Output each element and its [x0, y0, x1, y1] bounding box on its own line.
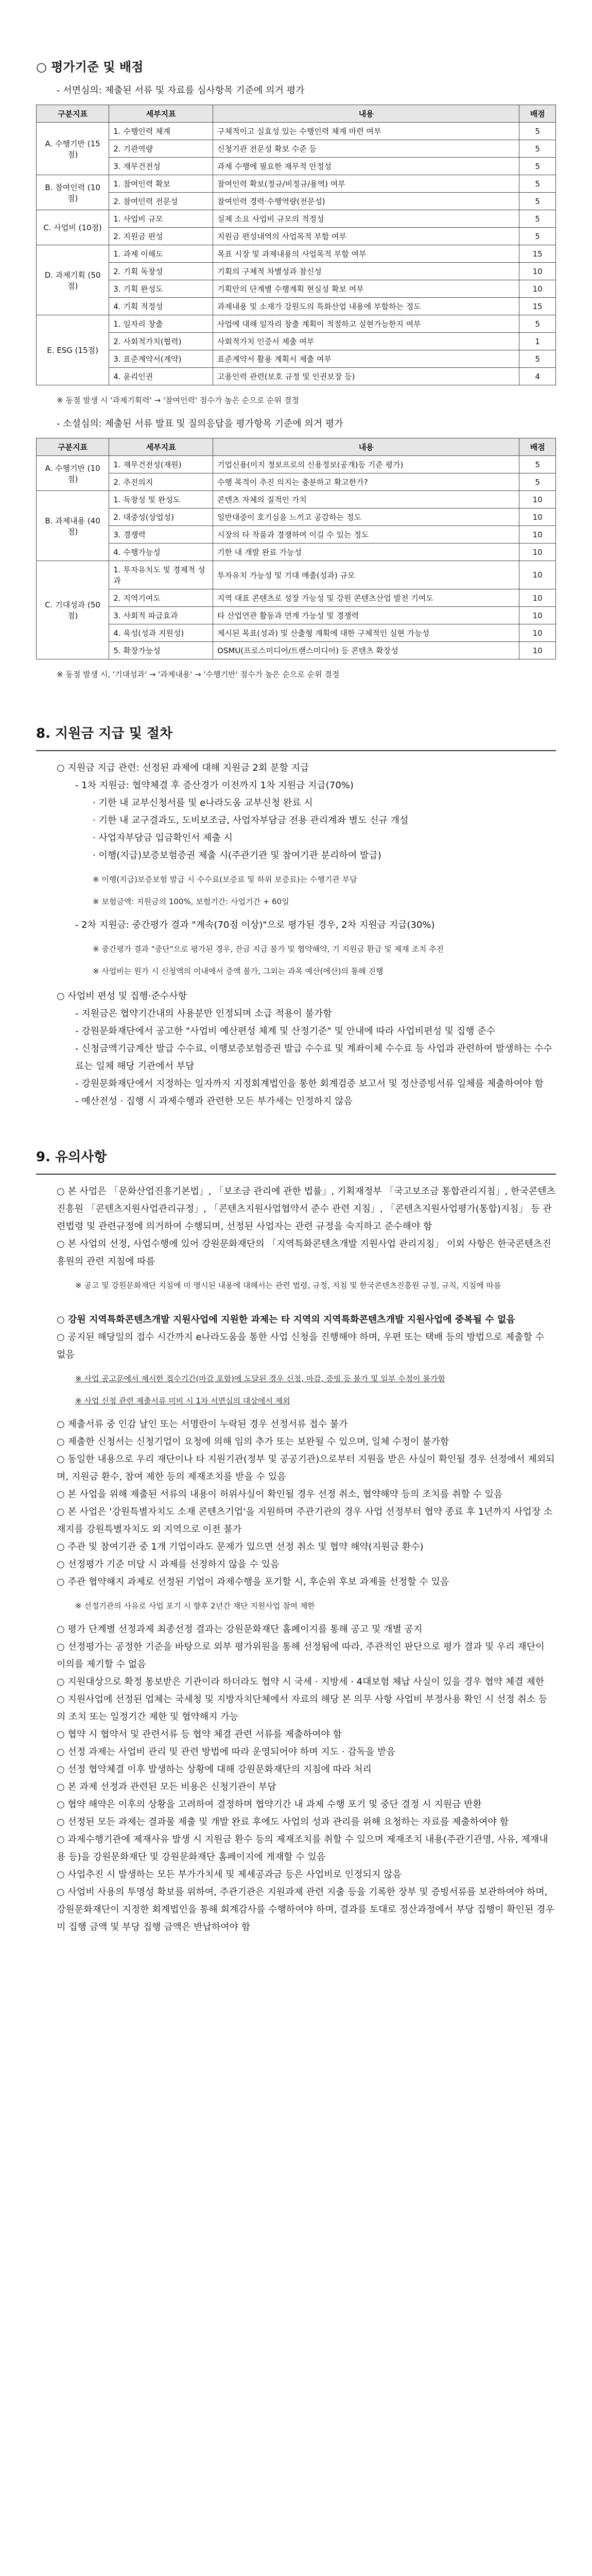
table-cell: 제시된 목표(성과) 및 산출형 계획에 대한 구체적인 실현 가능성 — [213, 624, 519, 642]
table-cell: 시장의 타 작품과 경쟁하여 이길 수 있는 정도 — [213, 526, 519, 544]
table1-header: 내용 — [213, 105, 519, 123]
table-cell: 10 — [519, 544, 556, 561]
s8-p1: ○ 지원금 지급 관련: 선정된 과제에 대해 지원금 2회 분할 지급 — [57, 762, 309, 773]
table-cell: 1. 과제 이해도 — [109, 245, 213, 263]
s9-b1n2: ※ 사업 신청 관련 제출서류 미비 시 1차 서면심의 대상에서 제외 — [75, 1396, 290, 1405]
s8-p13: - 예산전성 · 집행 시 과제수행과 관련한 모든 부가세는 인정하지 않음 — [75, 1096, 353, 1107]
table-cell: 10 — [519, 589, 556, 607]
table-row — [37, 642, 556, 659]
table-row — [37, 350, 556, 368]
table2-header: 세부지표 — [109, 438, 213, 456]
table1-header: 세부지표 — [109, 105, 213, 123]
table-row — [37, 245, 556, 263]
table-row — [37, 315, 556, 333]
table-cell: 기업신용(이지 정보프로의 신용정보(공개)등 기준 평가) — [213, 456, 519, 473]
table-cell: 5 — [519, 193, 556, 210]
table-cell: 10 — [519, 642, 556, 659]
table-cell: 지역 대표 콘텐츠로 성장 가능성 및 강원 콘텐츠산업 발전 기여도 — [213, 589, 519, 607]
table-row — [37, 280, 556, 298]
s8-p11: - 신청금액기금계산 발급 수수료, 이행보증보험증권 발급 수수료 및 계좌이체 수수료 등 사업과 관련하여 발생하는 수수료는 일체 해당 기관에서 부담 — [75, 1043, 552, 1072]
table-cell: 5 — [519, 158, 556, 175]
s9-b15: ○ 선정 과제는 사업비 관리 및 관련 방법에 따라 운영되어야 하며 지도 · 감독을 받음 — [57, 1747, 395, 1757]
table-cell: OSMU(프로스미디어/트랜스미디어) 등 콘텐츠 확장성 — [213, 642, 519, 659]
table-cell: 타 산업연관 활동과 연계 가능성 및 경쟁력 — [213, 607, 519, 624]
table-cell: 10 — [519, 491, 556, 509]
s9-b17: ○ 본 과제 선정과 관련된 모든 비용은 신청기관이 부담 — [57, 1782, 276, 1792]
table1-header: 구분지표 — [37, 105, 109, 123]
table-cell: 참여인력 확보(정규/비정규/용역) 여부 — [213, 175, 519, 193]
table-row — [37, 228, 556, 245]
section9-divider — [36, 1174, 556, 1175]
table-row — [37, 509, 556, 526]
table-row — [37, 193, 556, 210]
table-cell: 1. 독창성 및 완성도 — [109, 491, 213, 509]
table-cell: B. 과제내용 (40점) — [37, 491, 109, 561]
table-cell: 4 — [519, 368, 556, 385]
table-row — [37, 456, 556, 473]
table-cell: 투자유치 가능성 및 기대 매출(성과) 규모 — [213, 561, 519, 589]
s8-p6: · 이행(지급)보증보험증권 제출 시(주관기관 및 참여기관 분리하여 발급) — [93, 850, 381, 861]
table-cell: A. 수행기반 (10점) — [37, 456, 109, 491]
table2-body — [37, 456, 556, 659]
table-cell: 2. 지역기여도 — [109, 589, 213, 607]
s9-b9: ○ 주관 협약해지 과제로 선정된 기업이 과제수행을 포기할 시, 후순위 후보 과제를 선정할 수 있음 — [57, 1577, 449, 1587]
table-cell: 3. 표준계약서(계약) — [109, 350, 213, 368]
s8-p2: - 1차 지원금: 협약체결 후 증산경가 이전까지 1차 지원금 지급(70%) — [75, 780, 354, 791]
eval-table-2 — [36, 438, 556, 659]
table-cell: 1. 투자유치도 및 경제적 성과 — [109, 561, 213, 589]
section8-title: 8. 지원금 지급 및 절차 — [36, 726, 173, 741]
table-cell: 실제 소요 사업비 규모의 적정성 — [213, 210, 519, 228]
table-cell: 과제내용 및 소재가 강원도의 특화산업 내용에 부합하는 정도 — [213, 298, 519, 315]
table-cell: 1 — [519, 333, 556, 350]
table-cell: 기획의 구체적 차별성과 참신성 — [213, 263, 519, 280]
s9-b18: ○ 협약 해약은 이후의 상황을 고려하여 결정하며 협약기간 내 과제 수행 포기 및 중단 결정 시 지원금 반환 — [57, 1799, 482, 1810]
table-cell: 5 — [519, 123, 556, 140]
table-row — [37, 589, 556, 607]
s8-p12: - 강원문화재단에서 지정하는 일자까지 지정회계법인을 통한 회계검증 보고서 및 정산증빙서류 일체를 제출하여야 함 — [75, 1078, 544, 1089]
table-cell: C. 사업비 (10점) — [37, 210, 109, 245]
table-cell: 10 — [519, 526, 556, 544]
eval-criteria-heading: ○ 평가기준 및 배점 — [36, 60, 144, 74]
table-cell: 4. 육성(성과 지원성) — [109, 624, 213, 642]
table-cell: 10 — [519, 624, 556, 642]
table-cell: 5 — [519, 175, 556, 193]
table-cell: 15 — [519, 298, 556, 315]
s8-p10: - 강원문화재단에서 공고한 "사업비 예산편성 체계 및 산정기준" 및 안내에 따라 사업비편성 및 집행 준수 — [75, 1026, 496, 1037]
table-cell: 2. 지원금 편성 — [109, 228, 213, 245]
table-cell: 3. 재무건전성 — [109, 158, 213, 175]
table-row — [37, 526, 556, 544]
table-cell: 5. 확장가능성 — [109, 642, 213, 659]
s8-p4: · 기한 내 교구결과도, 도비보조금, 사업자부담금 전용 관리계좌 별도 신규 개설 — [93, 815, 409, 826]
s8-n4: ※ 사업비는 원가 시 신청액의 이내에서 증액 불가, 그외는 과목 예산(에산)의 통해 진행 — [93, 967, 384, 976]
s9-b10: ○ 평가 단계별 선정과제 최종선정 결과는 강원문화재단 홈페이지를 통해 공고 및 개별 공지 — [57, 1624, 423, 1635]
s9-b5: ○ 본 사업을 위해 제출된 서류의 내용이 허위사실이 확인될 경우 선정 취소, 협약해약 등의 조치를 취할 수 있음 — [57, 1489, 503, 1500]
section9-title: 9. 유의사항 — [36, 1149, 107, 1165]
s9-b7: ○ 주관 및 참여기관 중 1개 기업이라도 문제가 있으면 선정 취소 및 협약 해약(지원금 환수) — [57, 1541, 424, 1552]
table-cell: 10 — [519, 280, 556, 298]
table-cell: 표준계약서 활용 계획서 제출 여부 — [213, 350, 519, 368]
s9-b20: ○ 과제수행기관에 제재사유 발생 시 지원금 환수 등의 제재조치를 취할 수 있으며 제재조치 내용(주관기관명, 사유, 제재내용 등)을 강원문화재단 및 강원문화재단 홈페이지에 게재할 수 있음 — [57, 1834, 548, 1862]
table-cell: 참여인력 경력·수행역량(전문성) — [213, 193, 519, 210]
table-row — [37, 561, 556, 589]
table-cell: 2. 대중성(상업성) — [109, 509, 213, 526]
s9-b6: ○ 본 사업은 '강원특별자치도 소재 콘텐츠기업'을 지원하며 주관기관의 경우 사업 선정부터 협약 종료 후 1년까지 사업장 소재지를 강원특별자치도 외 지역으로 이전 불가 — [57, 1506, 553, 1535]
table-cell: 사회적가치 인증서 제출 여부 — [213, 333, 519, 350]
table-row — [37, 473, 556, 491]
table-cell: 15 — [519, 245, 556, 263]
table-row — [37, 333, 556, 350]
doc-eval-text: - 서면심의: 제출된 서류 및 자료를 심사항목 기준에 의거 평가 — [57, 85, 305, 96]
s9-a2note: ※ 공고 및 강원문화재단 지침에 미 명시된 내용에 대해서는 관련 법령, 규정, 지침 및 한국콘텐츠진흥원 규정, 규칙, 지침에 따름 — [75, 1281, 501, 1290]
table-cell: D. 과제기획 (50점) — [37, 245, 109, 315]
s9-b4: ○ 동일한 내용으로 우리 재단이나 타 지원기관(정부 및 공공기관)으로부터 지원을 받은 사실이 확인될 경우 선정에서 제외되며, 지원금 환수, 참여 제한 등의 제재조치를 받을 수 있음 — [57, 1454, 555, 1482]
s9-b1: ○ 공지된 해당일의 접수 시간까지 e나라도움을 통한 사업 신청을 진행해야 하며, 우편 또는 택배 등의 방법으로 제출할 수 없음 — [57, 1332, 545, 1360]
table-cell: 2. 기획 독창성 — [109, 263, 213, 280]
s8-p7: - 2차 지원금: 중간평가 결과 "계속(70점 이상)"으로 평가된 경우, 2차 지원금 지급(30%) — [75, 920, 435, 930]
s8-p3: · 기한 내 교부신청서를 및 e나라도움 교부신청 완료 시 — [93, 798, 313, 808]
s9-b11: ○ 선정평가는 공정한 기준을 바탕으로 외부 평가위원을 통해 선정됨에 따라, 주관적인 판단으로 평가 결과 및 우리 재단이 이의를 제기할 수 없음 — [57, 1641, 545, 1670]
s8-p5: · 사업자부담금 입금확인서 제출 시 — [93, 833, 233, 843]
table1-note: ※ 동점 발생 시 '과제기획력' → '참여인력' 점수가 높은 순으로 순위 결정 — [57, 396, 299, 405]
s9-a2: ○ 본 사업의 선정, 사업수행에 있어 강원문화재단의 「지역특화콘텐츠개발 지원사업 관리지침」 이외 사항은 한국콘텐츠진흥원의 관련 지침에 따름 — [57, 1239, 551, 1267]
table-cell: 5 — [519, 315, 556, 333]
s9-b0: ○ 강원 지역특화콘텐츠개발 지원사업에 지원한 과제는 타 지역의 지역특화콘텐츠개발 지원사업에 중복될 수 없음 — [57, 1314, 515, 1325]
table-cell: B. 참여인력 (10점) — [37, 175, 109, 210]
table2-header: 구분지표 — [37, 438, 109, 456]
table-row — [37, 491, 556, 509]
eval-table-1 — [36, 105, 556, 385]
table-cell: 3. 경쟁력 — [109, 526, 213, 544]
table-cell: 목표 시장 및 과제내용의 사업목적 부합 여부 — [213, 245, 519, 263]
table-row — [37, 158, 556, 175]
table-row — [37, 607, 556, 624]
table-cell: 기획안의 단계별 수행계획 현실성 확보 여부 — [213, 280, 519, 298]
table2-header: 배점 — [519, 438, 556, 456]
table2-note: ※ 동점 발생 시, '기대성과' → '과제내용' → '수행기반' 점수가 높은 순으로 순위 결정 — [57, 670, 340, 679]
table-cell: 5 — [519, 228, 556, 245]
s9-b22: ○ 사업비 사용의 투명성 확보를 위하여, 주관기관은 지원과제 관련 지출 등을 기록한 장부 및 증빙서류를 보관하여야 하며, 강원문화재단이 지정한 회계법인을 통해 회계감사를 수행하여야 하며, 결과를 토대로 정산과정에서 부당 집행이 확인된 경우 미 집행 금액 및 부당 집행 금액은 반납하여야 함 — [57, 1887, 554, 1933]
s9-b1n: ※ 사업 공고문에서 제시한 접수기간(마감 포함)에 도달된 경우 신청, 마감, 증빙 등 불가 및 일부 수정이 불가함 — [75, 1374, 445, 1383]
table2-header: 내용 — [213, 438, 519, 456]
table-cell: 1. 일자리 창출 — [109, 315, 213, 333]
s9-b14: ○ 협약 시 협약서 및 관련서류 등 협약 체결 관련 서류를 제출하여야 함 — [57, 1729, 342, 1740]
table-cell: 5 — [519, 473, 556, 491]
table-cell: 일반대중이 호기심을 느끼고 공감하는 정도 — [213, 509, 519, 526]
table-row — [37, 175, 556, 193]
s9-b2: ○ 제출서류 중 인감 날인 또는 서명란이 누락된 경우 선정서류 접수 불가 — [57, 1419, 348, 1430]
s9-b16: ○ 선정 협약체결 이후 발생하는 상황에 대해 강원문화재단의 지침에 따라 처리 — [57, 1764, 372, 1775]
table-cell: 사업에 대해 일자리 창출 계획이 적절하고 실현가능한지 여부 — [213, 315, 519, 333]
s8-p9: - 지원금은 협약기간내의 사용분만 인정되며 소급 적용이 불가함 — [75, 1008, 332, 1019]
table-cell: 2. 추진의지 — [109, 473, 213, 491]
table1-body — [37, 123, 556, 385]
s9-a1: ○ 본 사업은 「문화산업진흥기본법」, 「보조금 관리에 관한 법률」, 기획재정부 「국고보조금 통합관리지침」, 한국콘텐츠진흥원 「콘텐츠지원사업관리규정」, 「콘텐츠지원사업협약서 준수 관련 지침」, 「콘텐츠지원사업평가(통합)지침」 등 관련법령 및 관련규정에 의거하여 수행되며, 선정된 사업자는 관련 규정을 숙지하고 준수해야 함 — [57, 1186, 555, 1232]
table-row — [37, 123, 556, 140]
table-cell: 5 — [519, 210, 556, 228]
table-cell: 4. 윤리인권 — [109, 368, 213, 385]
table-cell: 5 — [519, 350, 556, 368]
s8-n1: ※ 이행(지급)보증보험 발급 시 수수료(보증료 및 하위 보증료)는 수행기관 부담 — [93, 875, 357, 884]
table-row — [37, 140, 556, 158]
table-cell: 신청기관 전문성 확보 수준 등 — [213, 140, 519, 158]
table-row — [37, 263, 556, 280]
table-cell: 3. 사회적 파급효과 — [109, 607, 213, 624]
table1-header: 배점 — [519, 105, 556, 123]
table-row — [37, 210, 556, 228]
table-cell: 2. 참여인력 전문성 — [109, 193, 213, 210]
table-cell: 1. 수행인력 체계 — [109, 123, 213, 140]
table-cell: E. ESG (15점) — [37, 315, 109, 385]
table-cell: 1. 참여인력 확보 — [109, 175, 213, 193]
table-cell: 4. 기획 적정성 — [109, 298, 213, 315]
table-cell: 고용인력 관련(보호 규정 및 인권보장 등) — [213, 368, 519, 385]
table-row — [37, 298, 556, 315]
table-cell: 2. 사회적가치(협력) — [109, 333, 213, 350]
table-cell: 10 — [519, 509, 556, 526]
table-cell: 수행 목적이 추진 의지는 충분하고 확고한가? — [213, 473, 519, 491]
s8-n2: ※ 보험금액: 지원금의 100%, 보험기간: 사업기간 + 60일 — [93, 897, 289, 906]
table-row — [37, 544, 556, 561]
table-cell: 기한 내 개발 완료 가능성 — [213, 544, 519, 561]
table-cell: A. 수행기반 (15점) — [37, 123, 109, 175]
s9-b21: ○ 사업추진 시 발생하는 모든 부가가치세 및 제세공과금 등은 사업비로 인정되지 않음 — [57, 1869, 402, 1880]
s9-b3: ○ 제출한 신청서는 신청기업이 요청에 의해 임의 추가 또는 보완될 수 있으며, 일체 수정이 불가함 — [57, 1436, 449, 1447]
pres-eval-text: - 소셜심의: 제출된 서류 발표 및 질의응답을 평가항목 기준에 의거 평가 — [57, 418, 343, 429]
table-cell: 지원금 편성내역의 사업목적 부합 여부 — [213, 228, 519, 245]
table-row — [37, 368, 556, 385]
s9-b9n: ※ 선정기관의 사유로 사업 포기 시 향후 2년간 재단 지원사업 참여 제한 — [75, 1601, 315, 1611]
s9-b13: ○ 지원사업에 선정된 업체는 국세청 및 지방자치단체에서 자료의 해당 본 의무 사항 사업비 부정사용 확인 시 선정 취소 등의 조치 또는 일정기간 제한 및 협약해지 가능 — [57, 1694, 548, 1722]
table-cell: 10 — [519, 607, 556, 624]
table-cell: 콘텐츠 자체의 질적인 가치 — [213, 491, 519, 509]
table-cell: 2. 기관역량 — [109, 140, 213, 158]
table-cell: 과제 수행에 필요한 재무적 안정성 — [213, 158, 519, 175]
section8-divider — [36, 750, 556, 751]
table-cell: C. 기대성과 (50점) — [37, 561, 109, 659]
table-cell: 5 — [519, 456, 556, 473]
table-cell: 3. 기획 완성도 — [109, 280, 213, 298]
table-cell: 1. 재무건전성(재원) — [109, 456, 213, 473]
table-cell: 1. 사업비 규모 — [109, 210, 213, 228]
s9-b8: ○ 선정평가 기준 미달 시 과제를 선정하지 않을 수 있음 — [57, 1559, 280, 1570]
table-cell: 10 — [519, 263, 556, 280]
table-cell: 4. 수행가능성 — [109, 544, 213, 561]
table-cell: 5 — [519, 140, 556, 158]
s8-p8: ○ 사업비 편성 및 집행·준수사항 — [57, 991, 187, 1002]
table-cell: 10 — [519, 561, 556, 589]
table-cell: 구체적이고 실효성 있는 수행인력 체계 마련 여부 — [213, 123, 519, 140]
table-row — [37, 624, 556, 642]
s8-n3: ※ 중간평가 결과 "중단"으로 평가된 경우, 잔금 지급 불가 및 협약해약, 기 지원금 환급 및 제재 조치 추진 — [93, 944, 444, 954]
document-page — [36, 57, 556, 1936]
s9-b12: ○ 지원대상으로 확정 통보받은 기관이라 하더라도 협약 시 국세 · 지방세 · 4대보험 체납 사실이 있을 경우 협약 체결 제한 — [57, 1676, 545, 1687]
s9-b19: ○ 선정된 모든 과제는 결과물 제출 및 개발 완료 후에도 사업의 성과 관리를 위해 요청하는 자료를 제출하여야 함 — [57, 1817, 509, 1827]
